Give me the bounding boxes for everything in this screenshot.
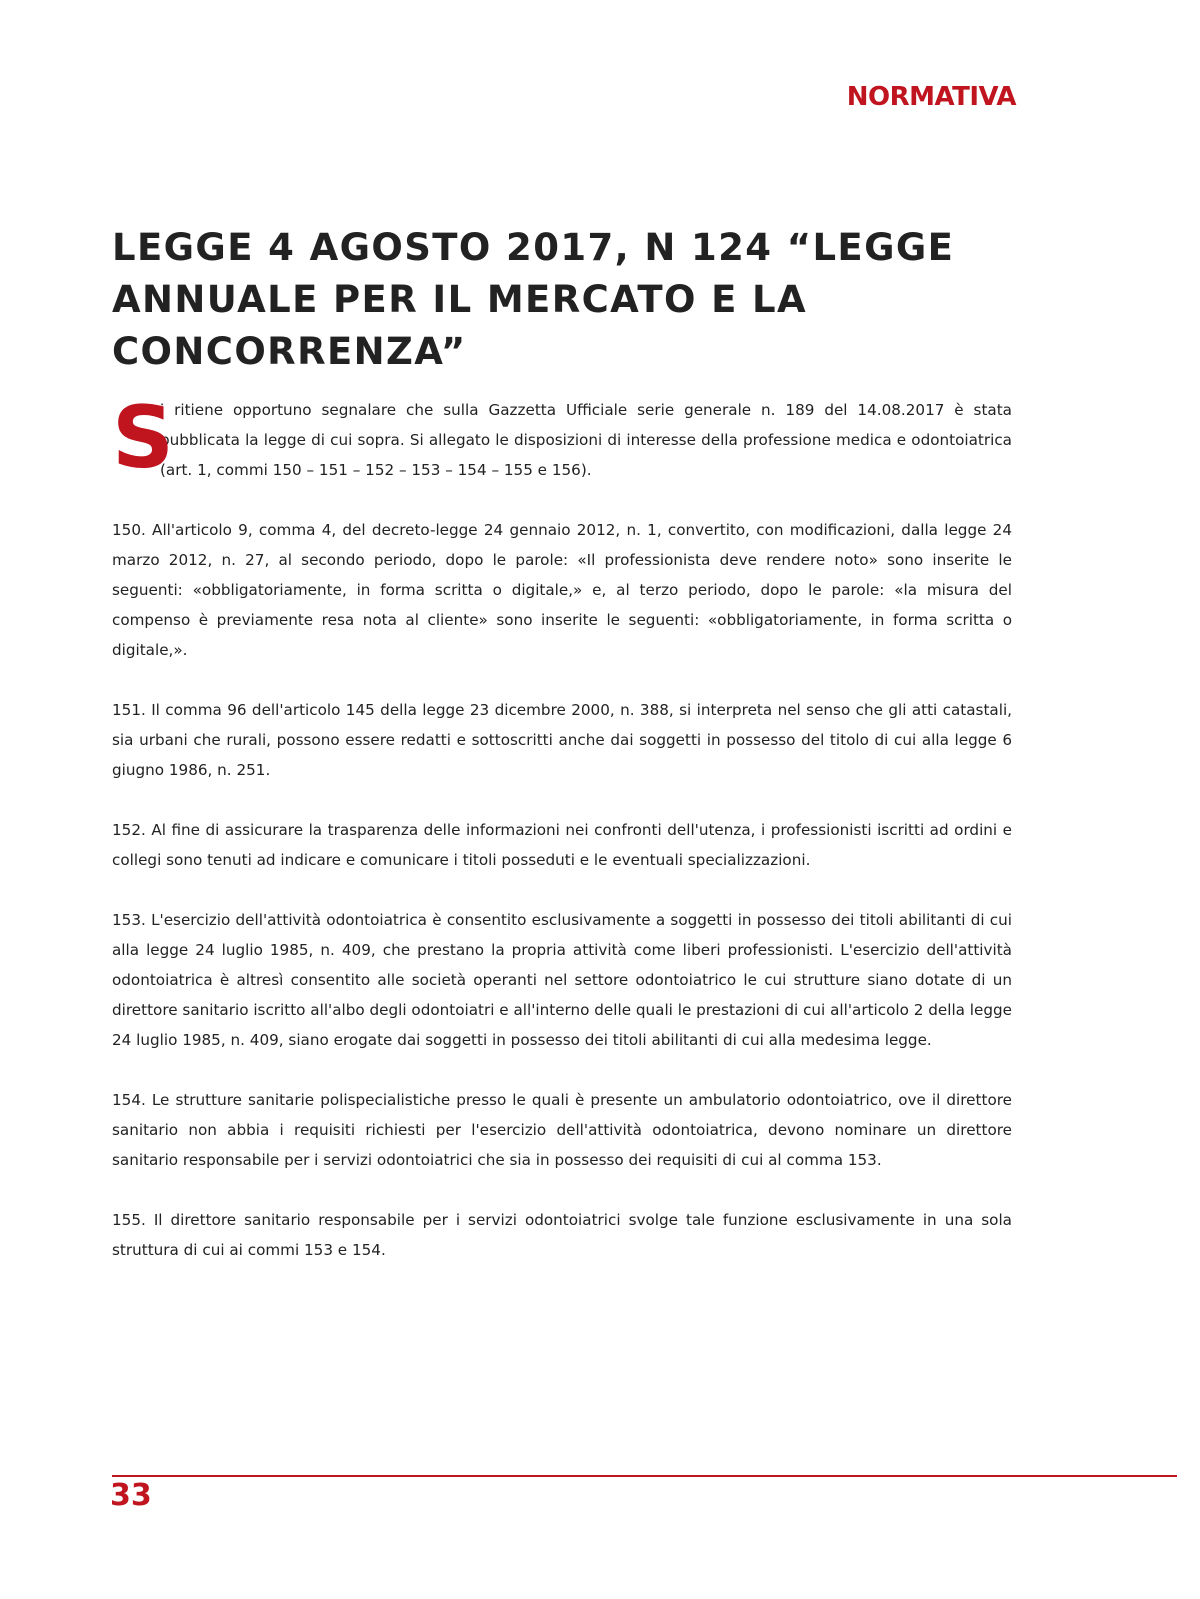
drop-cap: S [112, 388, 174, 488]
footer-divider [112, 1475, 1177, 1477]
paragraph-151: 151. Il comma 96 dell'articolo 145 della legge 23 dicembre 2000, n. 388, si interpreta nel senso che gli atti catastali, sia urbani che rurali, possono essere redatti e sottoscritti anche dai soggetti in possesso del titolo di cui alla legge 6 giugno 1986, n. 251. [112, 701, 1012, 779]
article-title-line: ANNUALE PER IL MERCATO E LA [112, 278, 808, 321]
paragraph-154: 154. Le strutture sanitarie polispecialistiche presso le quali è presente un ambulatorio odontoiatrico, ove il direttore sanitario non abbia i requisiti richiesti per l'esercizio dell'attività odontoiatrica, devono nominare un direttore sanitario responsabile per i servizi odontoiatrici che sia in possesso dei requisiti di cui al comma 153. [112, 1091, 1012, 1169]
article-title-line: CONCORRENZA” [112, 330, 467, 373]
paragraph-155: 155. Il direttore sanitario responsabile per i servizi odontoiatrici svolge tale funzione esclusivamente in una sola struttura di cui ai commi 153 e 154. [112, 1211, 1012, 1259]
section-label: NORMATIVA [846, 82, 1016, 112]
paragraph-152: 152. Al fine di assicurare la trasparenza delle informazioni nei confronti dell'utenza, i professionisti iscritti ad ordini e collegi sono tenuti ad indicare e comunicare i titoli posseduti e le eventuali specializzazioni. [112, 821, 1012, 869]
intro-text: i ritiene opportuno segnalare che sulla Gazzetta Ufficiale serie generale n. 189 del 14.08.2017 è stata pubblicata la legge di cui sopra. Si allegato le disposizioni di interesse della professione medica e odontoiatrica (art. 1, commi 150 – 151 – 152 – 153 – 154 – 155 e 156). [160, 401, 1012, 479]
paragraph-153: 153. L'esercizio dell'attività odontoiatrica è consentito esclusivamente a soggetti in possesso dei titoli abilitanti di cui alla legge 24 luglio 1985, n. 409, che prestano la propria attività come liberi professionisti. L'esercizio dell'attività odontoiatrica è altresì consentito alle società operanti nel settore odontoiatrico le cui strutture siano dotate di un direttore sanitario iscritto all'albo degli odontoiatri e all'interno delle quali le prestazioni di cui all'articolo 2 della legge 24 luglio 1985, n. 409, siano erogate dai soggetti in possesso dei titoli abilitanti di cui alla medesima legge. [112, 911, 1012, 1049]
article-body [112, 388, 1012, 1295]
paragraph-150: 150. All'articolo 9, comma 4, del decreto-legge 24 gennaio 2012, n. 1, convertito, con modificazioni, dalla legge 24 marzo 2012, n. 27, al secondo periodo, dopo le parole: «Il professionista deve rendere noto» sono inserite le seguenti: «obbligatoriamente, in forma scritta o digitale,» e, al terzo periodo, dopo le parole: «la misura del compenso è previamente resa nota al cliente» sono inserite le seguenti: «obbligatoriamente, in forma scritta o digitale,». [112, 521, 1012, 659]
article-title-line: LEGGE 4 AGOSTO 2017, N 124 “LEGGE [112, 226, 955, 269]
article-title [112, 222, 955, 378]
intro-paragraph [112, 388, 1012, 488]
page-number: 33 [110, 1478, 152, 1513]
